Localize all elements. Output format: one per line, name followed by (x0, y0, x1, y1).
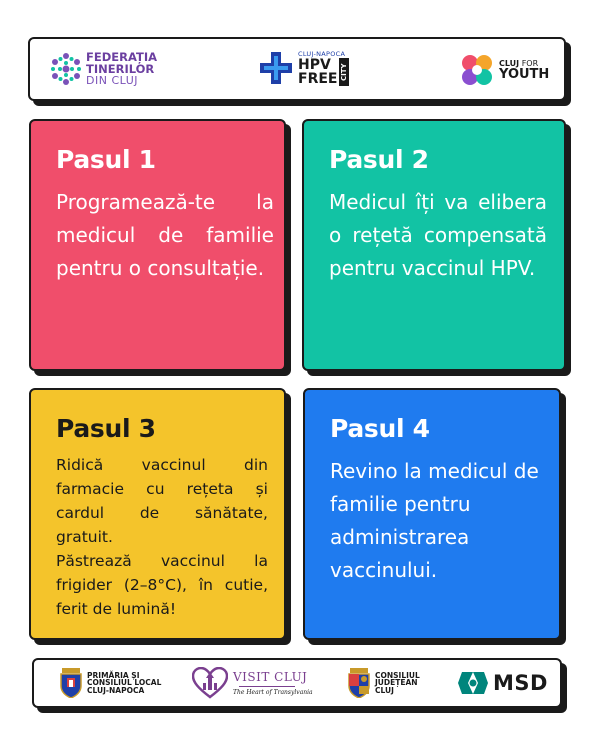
step-4-title: Pasul 4 (330, 414, 430, 443)
city-vertical-label: CITY (339, 58, 349, 86)
primaria-line3: CLUJ-NAPOCA (87, 685, 145, 695)
step-3-card (29, 388, 286, 640)
cluj-coat-of-arms-icon (59, 668, 83, 698)
medical-cross-icon (259, 51, 293, 85)
heart-cathedral-icon (192, 667, 228, 699)
consiliul-judetean-logo (347, 668, 420, 698)
step-3-text: Ridică vaccinul din farmacie cu rețeta și cardul de sănătate, gratuit. (56, 456, 268, 546)
visit-cluj-divider (239, 686, 295, 687)
federatia-tinerilor-logo (50, 52, 157, 86)
msd-emblem-icon (458, 670, 488, 696)
step-3-title: Pasul 3 (56, 414, 156, 443)
county-coat-of-arms-icon (347, 668, 371, 698)
footer-logo-bar (32, 658, 562, 708)
federatia-emblem-icon (50, 52, 82, 86)
step-2-text: Medicul îți va elibera o rețetă compensată pentru vaccinul HPV. (329, 190, 547, 280)
msd-label: MSD (493, 670, 548, 695)
consiliul-line1: CONSILIUL (375, 670, 420, 680)
msd-logo (458, 670, 548, 696)
hpv-top-label: CLUJ-NAPOCA (298, 50, 346, 58)
youth-label: YOUTH (499, 67, 550, 82)
primaria-line2: CONSILIUL LOCAL (87, 678, 162, 688)
step-3-storage-text: Păstrează vaccinul la frigider (2–8°C), în cutie, ferit de lumină! (56, 552, 268, 618)
cluj-for-youth-logo (460, 53, 549, 87)
hpv-free-city-logo (259, 50, 349, 86)
step-1-title: Pasul 1 (56, 145, 156, 174)
for-small-label: FOR (521, 59, 539, 68)
step-4-text: Revino la medicul de familie pentru administrarea vaccinului. (330, 459, 539, 582)
step-1-card (29, 119, 286, 371)
step-2-card (302, 119, 566, 371)
header-logo-bar (28, 37, 566, 101)
federatia-line1: FEDERAȚIA (86, 50, 157, 64)
visit-cluj-tagline: The Heart of Transylvania (233, 689, 313, 696)
step-1-text: Programează-te la medicul de familie pentru o consultație. (56, 190, 274, 280)
federatia-line3: DIN CLUJ (86, 74, 138, 87)
cluj-for-youth-emblem-icon (460, 53, 494, 87)
visit-cluj-logo (192, 667, 313, 699)
consiliul-line2: JUDEȚEAN (375, 678, 418, 688)
hpv-line2: FREE (298, 71, 338, 87)
step-2-title: Pasul 2 (329, 145, 429, 174)
primaria-cluj-logo (59, 668, 161, 698)
federatia-line2: TINERILOR (86, 61, 155, 76)
step-4-card (303, 388, 561, 640)
visit-cluj-title: VISIT CLUJ (233, 670, 308, 684)
consiliul-line3: CLUJ (375, 685, 394, 695)
cluj-small-label: CLUJ (499, 59, 520, 68)
hpv-line1: HPV (298, 57, 331, 73)
primaria-line1: PRIMĂRIA ȘI (87, 670, 140, 680)
